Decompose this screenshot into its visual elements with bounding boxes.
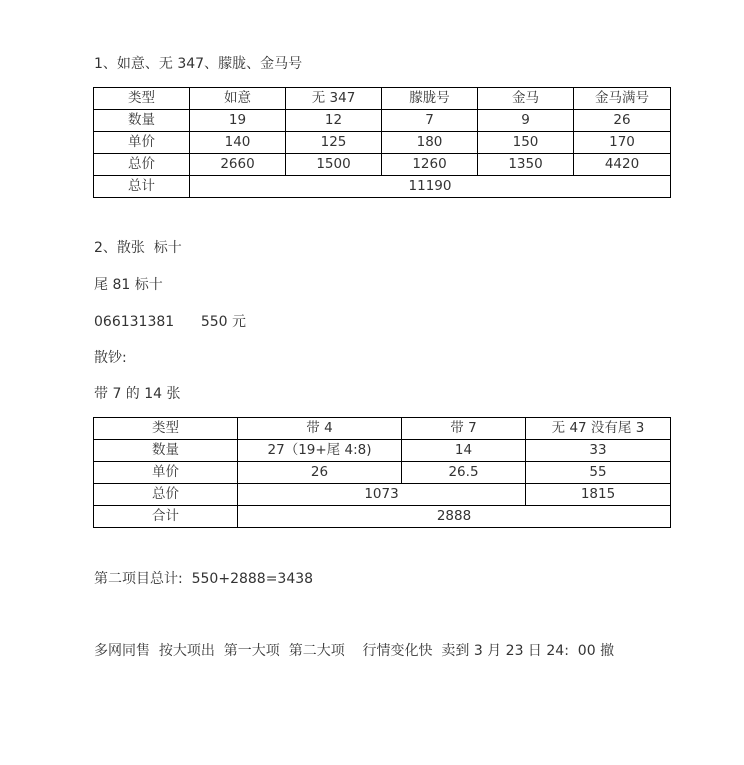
summary-line: 第二项目总计: 550+2888=3438 xyxy=(94,571,314,587)
section2-line: 066131381 550 元 xyxy=(94,314,247,330)
header-cell: 带 7 xyxy=(402,418,526,440)
table-cell: 单价 xyxy=(94,132,190,154)
section2-line: 尾 81 标十 xyxy=(94,277,163,293)
table-header-row xyxy=(94,88,671,110)
section2-line: 散钞: xyxy=(94,350,127,366)
table-cell: 26 xyxy=(238,462,402,484)
table-cell: 总价 xyxy=(94,154,190,176)
header-cell: 无 47 没有尾 3 xyxy=(526,418,671,440)
table-cell: 1073 xyxy=(238,484,526,506)
table-cell: 数量 xyxy=(94,440,238,462)
header-cell: 金马满号 xyxy=(574,88,671,110)
section2-line: 带 7 的 14 张 xyxy=(94,386,181,402)
table-cell: 27（19+尾 4:8) xyxy=(238,440,402,462)
header-cell: 类型 xyxy=(94,418,238,440)
header-cell: 类型 xyxy=(94,88,190,110)
table-cell: 总价 xyxy=(94,484,238,506)
table-total-row xyxy=(94,506,671,528)
table-cell: 170 xyxy=(574,132,671,154)
table-row xyxy=(94,462,671,484)
table-cell: 125 xyxy=(286,132,382,154)
table-cell: 9 xyxy=(478,110,574,132)
table-cell: 14 xyxy=(402,440,526,462)
table-section2 xyxy=(93,417,671,528)
table-cell: 单价 xyxy=(94,462,238,484)
table-cell: 7 xyxy=(382,110,478,132)
table-cell: 12 xyxy=(286,110,382,132)
table-cell: 26.5 xyxy=(402,462,526,484)
table-row xyxy=(94,440,671,462)
table-cell: 1260 xyxy=(382,154,478,176)
total-label: 总计 xyxy=(94,176,190,198)
sum-value: 2888 xyxy=(238,506,671,528)
header-cell: 如意 xyxy=(190,88,286,110)
table-section1 xyxy=(93,87,671,198)
table-cell: 140 xyxy=(190,132,286,154)
section1-heading: 1、如意、无 347、朦胧、金马号 xyxy=(94,56,303,72)
table-row xyxy=(94,484,671,506)
table-cell: 2660 xyxy=(190,154,286,176)
table-cell: 数量 xyxy=(94,110,190,132)
section2-heading: 2、散张 标十 xyxy=(94,240,182,256)
table-row xyxy=(94,110,671,132)
table-cell: 55 xyxy=(526,462,671,484)
table-row xyxy=(94,132,671,154)
table-cell: 1815 xyxy=(526,484,671,506)
header-cell: 金马 xyxy=(478,88,574,110)
table-cell: 180 xyxy=(382,132,478,154)
header-cell: 无 347 xyxy=(286,88,382,110)
table-cell: 26 xyxy=(574,110,671,132)
header-cell: 朦胧号 xyxy=(382,88,478,110)
footer-note: 多网同售 按大项出 第一大项 第二大项 行情变化快 卖到 3 月 23 日 24: 00 撤 xyxy=(94,643,615,659)
table-row xyxy=(94,154,671,176)
table-cell: 4420 xyxy=(574,154,671,176)
total-value: 11190 xyxy=(190,176,671,198)
table-cell: 150 xyxy=(478,132,574,154)
sum-label: 合计 xyxy=(94,506,238,528)
header-cell: 带 4 xyxy=(238,418,402,440)
table-cell: 1500 xyxy=(286,154,382,176)
table-cell: 19 xyxy=(190,110,286,132)
table-total-row xyxy=(94,176,671,198)
table-cell: 1350 xyxy=(478,154,574,176)
table-header-row xyxy=(94,418,671,440)
table-cell: 33 xyxy=(526,440,671,462)
